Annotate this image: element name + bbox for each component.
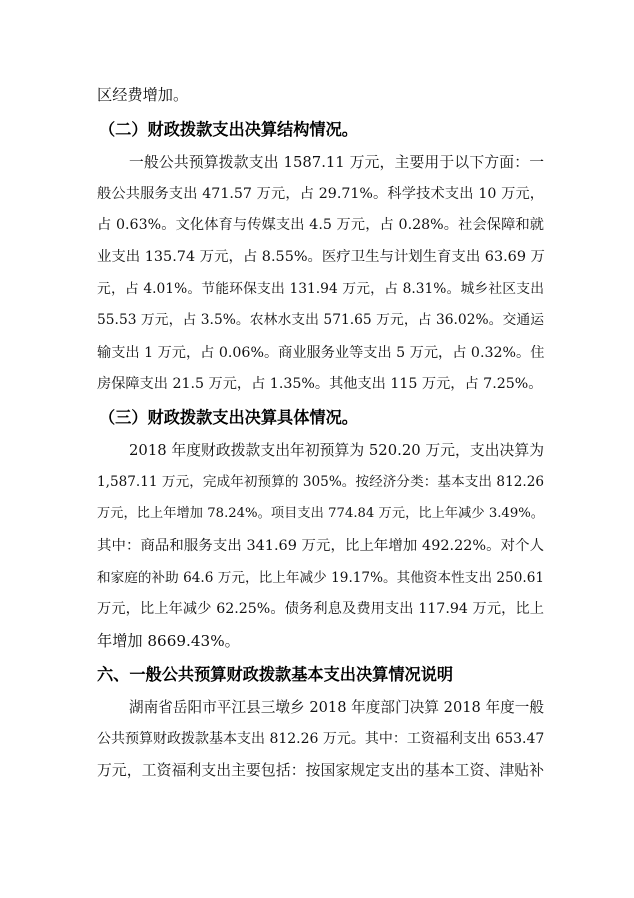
section-6-heading: 六、一般公共预算财政拨款基本支出决算情况说明 bbox=[97, 665, 454, 684]
section-3-line: 和家庭的补助 64.6 万元，比上年减少 19.17%。其他资本性支出 250.61 bbox=[97, 570, 544, 586]
section-2-line: 般公共服务支出 471.57 万元，占 29.71%。科学技术支出 10 万元， bbox=[97, 186, 544, 202]
section-2-line: 一般公共预算拨款支出 1587.11 万元，主要用于以下方面：一 bbox=[129, 154, 544, 171]
section-2-line: 55.53 万元，占 3.5%。农林水支出 571.65 万元，占 36.02%。交通运 bbox=[97, 312, 544, 328]
intro-tail-text: 区经费增加。 bbox=[97, 86, 189, 104]
section-6-line: 公共预算财政拨款基本支出 812.26 万元。其中：工资福利支出 653.47 bbox=[97, 731, 545, 747]
section-2-line: 元，占 4.01%。节能环保支出 131.94 万元，占 8.31%。城乡社区支出 bbox=[97, 281, 544, 297]
section-3-line: 1,587.11 万元，完成年初预算的 305%。按经济分类：基本支出 812.26 bbox=[97, 474, 544, 490]
section-2-line: 业支出 135.74 万元，占 8.55%。医疗卫生与计划生育支出 63.69 万 bbox=[97, 249, 545, 265]
section-6-line: 万元，工资福利支出主要包括：按国家规定支出的基本工资、津贴补 bbox=[97, 762, 544, 779]
section-3-line: 其中：商品和服务支出 341.69 万元，比上年增加 492.22%。对个人 bbox=[97, 538, 544, 554]
section-6-line: 湖南省岳阳市平江县三墩乡 2018 年度部门决算 2018 年度一般 bbox=[129, 699, 544, 716]
section-2-line: 输支出 1 万元，占 0.06%。商业服务业等支出 5 万元，占 0.32%。住 bbox=[97, 345, 545, 361]
section-2-line: 房保障支出 21.5 万元，占 1.35%。其他支出 115 万元，占 7.25%。 bbox=[97, 376, 543, 392]
section-3-line: 万元，比上年减少 62.25%。债务利息及费用支出 117.94 万元，比上 bbox=[97, 601, 544, 617]
section-3-line: 年增加 8669.43%。 bbox=[97, 632, 240, 650]
section-3-line: 万元，比上年增加 78.24%。项目支出 774.84 万元，比上年减少 3.49%。 bbox=[97, 506, 544, 521]
section-3-heading: （三）财政拨款支出决算具体情况。 bbox=[99, 408, 358, 427]
section-2-heading: （二）财政拨款支出决算结构情况。 bbox=[99, 120, 358, 139]
section-3-line: 2018 年度财政拨款支出年初预算为 520.20 万元，支出决算为 bbox=[129, 442, 544, 459]
section-2-line: 占 0.63%。文化体育与传媒支出 4.5 万元，占 0.28%。社会保障和就 bbox=[97, 217, 544, 233]
